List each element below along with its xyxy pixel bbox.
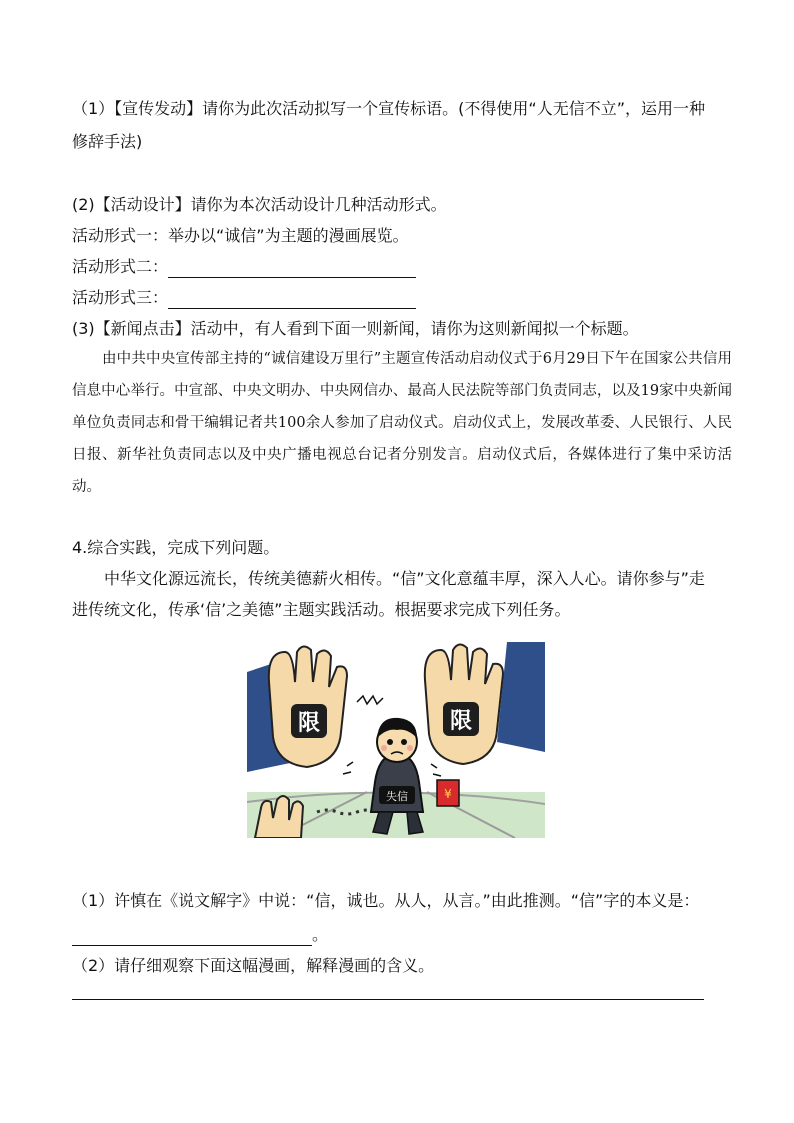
activity-form-2 xyxy=(72,256,416,278)
envelope-text: ¥ xyxy=(444,787,452,801)
activity-form-2-label: 活动形式二： xyxy=(72,257,169,276)
left-hand-text: 限 xyxy=(297,711,321,736)
activity-form-3-label: 活动形式三： xyxy=(72,288,169,307)
q4-intro-line2: 进传统文化，传承‘信’之美德”主题实践活动。根据要求完成下列任务。 xyxy=(72,600,571,619)
answer-blank-form-3[interactable] xyxy=(168,290,416,309)
q4-sub2: （2）请仔细观察下面这幅漫画，解释漫画的含义。 xyxy=(72,956,435,975)
news-passage xyxy=(72,343,732,503)
q4-intro-line1: 中华文化源远流长，传统美德薪火相传。“信”文化意蕴丰厚，深入人心。请你参与”走 xyxy=(104,569,705,588)
activity-form-3 xyxy=(72,287,416,309)
q3-sub1-line2: 修辞手法) xyxy=(72,132,143,151)
q4-sub1-answer xyxy=(72,924,328,946)
activity-form-1: 活动形式一：举办以“诚信”为主题的漫画展览。 xyxy=(72,226,409,245)
dishonesty-badge-text: 失信 xyxy=(386,790,408,803)
q4-sub1: （1）许慎在《说文解字》中说：“信，诚也。从人，从言。”由此推测。“信”字的本义是： xyxy=(72,891,700,910)
q4-title: 4.综合实践，完成下列问题。 xyxy=(72,538,280,557)
answer-blank-form-2[interactable] xyxy=(168,259,416,278)
answer-line-cartoon-meaning[interactable] xyxy=(72,999,704,1000)
q3-sub1-line1: （1）【宣传发动】请你为此次活动拟写一个宣传标语。(不得使用“人无信不立”，运用一种 xyxy=(72,99,706,118)
red-envelope xyxy=(437,780,459,806)
q3-sub2-title: (2)【活动设计】请你为本次活动设计几种活动形式。 xyxy=(72,195,447,214)
answer-blank-end: 。 xyxy=(312,925,329,944)
integrity-cartoon xyxy=(247,642,545,838)
q3-sub3-title: (3)【新闻点击】活动中，有人看到下面一则新闻，请你为这则新闻拟一个标题。 xyxy=(72,319,639,338)
news-text: 由中共中央宣传部主持的“诚信建设万里行”主题宣传活动启动仪式于6月29日下午在国家公共信用信息中心举行。中宣部、中央文明办、中央网信办、最高人民法院等部门负责同志，以及19家中央新闻单位负责同志和骨干编辑记者共100余人参加了启动仪式。启动仪式上，发展改革委、人民银行、人民日报、新华社负责同志以及中央广播电视总台记者分别发言。启动仪式后，各媒体进行了集中采访活动。 xyxy=(72,351,732,495)
right-hand-text: 限 xyxy=(449,709,473,734)
answer-blank-original-meaning[interactable] xyxy=(72,927,312,946)
